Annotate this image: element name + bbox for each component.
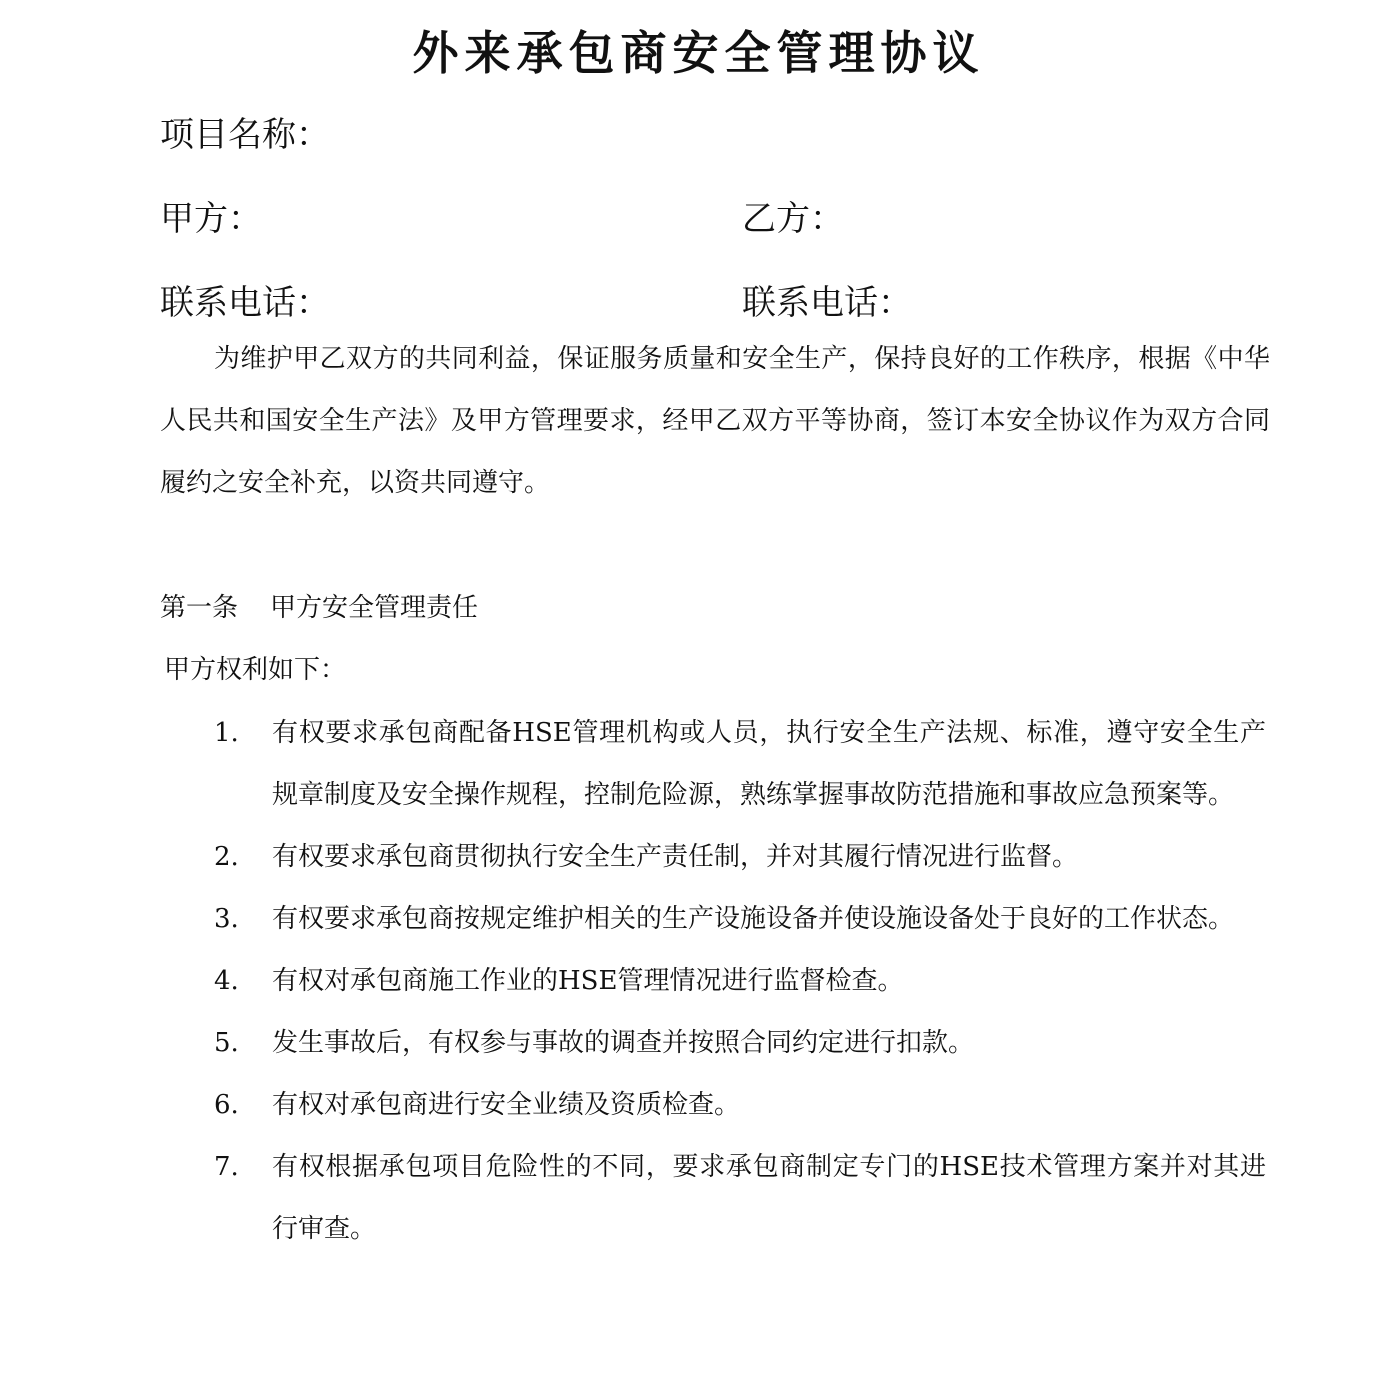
- party-a-phone-label: 联系电话：: [160, 283, 330, 323]
- list-item-number: 3.: [214, 904, 239, 934]
- list-item-text: 有权要求承包商贯彻执行安全生产责任制，并对其履行情况进行监督。: [272, 842, 1079, 872]
- party-a-rights-heading: 甲方权利如下：: [164, 655, 347, 685]
- list-item-text: 有权对承包商施工作业的HSE管理情况进行监督检查。: [272, 966, 904, 996]
- article-1-heading: [160, 578, 478, 638]
- party-a-label: 甲方：: [160, 199, 262, 239]
- list-item: [0, 888, 1397, 950]
- article-number: 第一条: [160, 593, 239, 623]
- list-item-text: 发生事故后，有权参与事故的调查并按照合同约定进行扣款。: [272, 1028, 975, 1058]
- list-item-number: 4.: [214, 966, 239, 996]
- list-item: [0, 702, 1397, 826]
- list-item: [0, 950, 1397, 1012]
- document-title: 外来承包商安全管理协议: [412, 26, 985, 80]
- list-item-text: 有权根据承包项目危险性的不同，要求承包商制定专门的HSE技术管理方案并对其进行审查。: [272, 1152, 1266, 1244]
- list-item-text: 有权要求承包商配备HSE管理机构或人员，执行安全生产法规、标准，遵守安全生产规章制度及安全操作规程，控制危险源，熟练掌握事故防范措施和事故应急预案等。: [272, 718, 1266, 810]
- list-item: [0, 1012, 1397, 1074]
- list-item-text: 有权要求承包商按规定维护相关的生产设施设备并使设施设备处于良好的工作状态。: [272, 904, 1235, 934]
- list-item-number: 2.: [214, 842, 239, 872]
- intro-paragraph: 为维护甲乙双方的共同利益，保证服务质量和安全生产，保持良好的工作秩序，根据《中华人民共和国安全生产法》及甲方管理要求，经甲乙双方平等协商，签订本安全协议作为双方合同履约之安全补充，以资共同遵守。: [160, 344, 1270, 498]
- list-item-number: 5.: [214, 1028, 239, 1058]
- list-item: [0, 1136, 1397, 1260]
- party-b-label: 乙方：: [742, 199, 844, 239]
- project-name-label: 项目名称：: [160, 115, 330, 155]
- list-item-number: 1.: [214, 718, 239, 748]
- list-item-text: 有权对承包商进行安全业绩及资质检查。: [272, 1090, 741, 1120]
- list-item: [0, 1074, 1397, 1136]
- article-title: 甲方安全管理责任: [270, 593, 479, 623]
- party-a-rights-list: [0, 702, 1397, 1260]
- party-b-phone-label: 联系电话：: [742, 283, 912, 323]
- list-item: [0, 826, 1397, 888]
- list-item-number: 6.: [214, 1090, 239, 1120]
- list-item-number: 7.: [214, 1152, 239, 1182]
